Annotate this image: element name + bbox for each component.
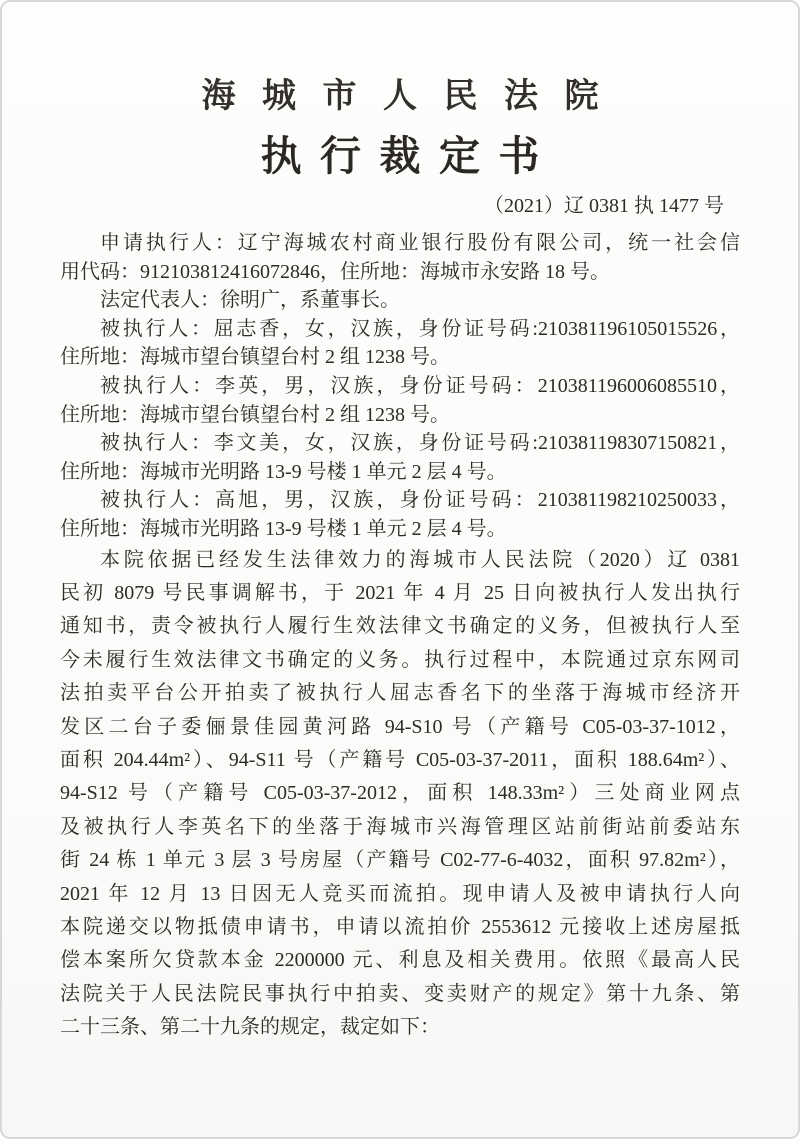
- court-name: 海城市人民法院: [201, 78, 626, 115]
- text-line: 住所地：海城市光明路 13-9 号楼 1 单元 2 层 4 号。: [60, 517, 507, 540]
- text-line: 民初 8079 号民事调解书，于 2021 年 4 月 25 日向被执行人发出执行: [60, 581, 740, 604]
- case-number: （2021）辽 0381 执 1477 号: [484, 195, 724, 217]
- document-title: 执行裁定书: [260, 133, 558, 179]
- text-line: 申请执行人：辽宁海城农村商业银行股份有限公司，统一社会信: [100, 232, 740, 254]
- text-line: 本院依据已经发生法律效力的海城市人民法院（2020）辽 0381: [100, 548, 740, 571]
- text-line: 发区二台子委俪景佳园黄河路 94-S10 号（产籍号 C05-03-37-1012，: [60, 715, 740, 738]
- text-line: 被执行人：李英，男，汉族，身份证号码：210381196006085510，: [100, 374, 740, 397]
- text-line: 住所地：海城市望台镇望台村 2 组 1238 号。: [60, 346, 450, 369]
- text-line: 偿本案所欠贷款本金 2200000 元、利息及相关费用。依照《最高人民: [60, 949, 740, 972]
- text-line: 面积 204.44m²）、94-S11 号（产籍号 C05-03-37-2011，面积 188.64m²）、: [60, 748, 740, 771]
- text-line: 本院递交以物抵债申请书，申请以流拍价 2553612 元接收上述房屋抵: [60, 916, 740, 938]
- party-lines: [60, 229, 740, 544]
- text-line: 住所地：海城市望台镇望台村 2 组 1238 号。: [60, 403, 450, 426]
- text-line: 及被执行人李英名下的坐落于海城市兴海管理区站前街站前委站东: [60, 815, 740, 838]
- text-line: 今未履行生效法律文书确定的义务。执行过程中，本院通过京东网司: [60, 648, 740, 671]
- text-line: 街 24 栋 1 单元 3 层 3 号房屋（产籍号 C02-77-6-4032，面积 97.82m²），: [60, 849, 740, 872]
- text-line: 法定代表人：徐明广，系董事长。: [100, 289, 400, 312]
- text-line: 被执行人：屈志香，女，汉族，身份证号码:210381196105015526，: [100, 317, 740, 340]
- text-line: 用代码：912103812416072846，住所地：海城市永安路 18 号。: [60, 260, 610, 283]
- text-line: 住所地：海城市光明路 13-9 号楼 1 单元 2 层 4 号。: [60, 460, 507, 483]
- text-line: 法拍卖平台公开拍卖了被执行人屈志香名下的坐落于海城市经济开: [60, 682, 740, 705]
- main-lines: [60, 544, 740, 1045]
- text-line: 被执行人：李文美，女，汉族，身份证号码:210381198307150821，: [100, 432, 740, 455]
- text-line: 被执行人：高旭，男，汉族，身份证号码：210381198210250033，: [100, 489, 740, 512]
- text-line: 通知书，责令被执行人履行生效法律文书确定的义务，但被执行人至: [60, 615, 740, 638]
- text-line: 二十三条、第二十九条的规定，裁定如下：: [60, 1016, 440, 1039]
- text-line: 2021 年 12 月 13 日因无人竞买而流拍。现申请人及被申请执行人向: [60, 882, 740, 905]
- document-body: [2, 229, 798, 1045]
- text-line: 94-S12 号（产籍号 C05-03-37-2012，面积 148.33m²）三处商业网点: [60, 782, 740, 805]
- text-line: 法院关于人民法院民事执行中拍卖、变卖财产的规定》第十九条、第: [60, 982, 740, 1005]
